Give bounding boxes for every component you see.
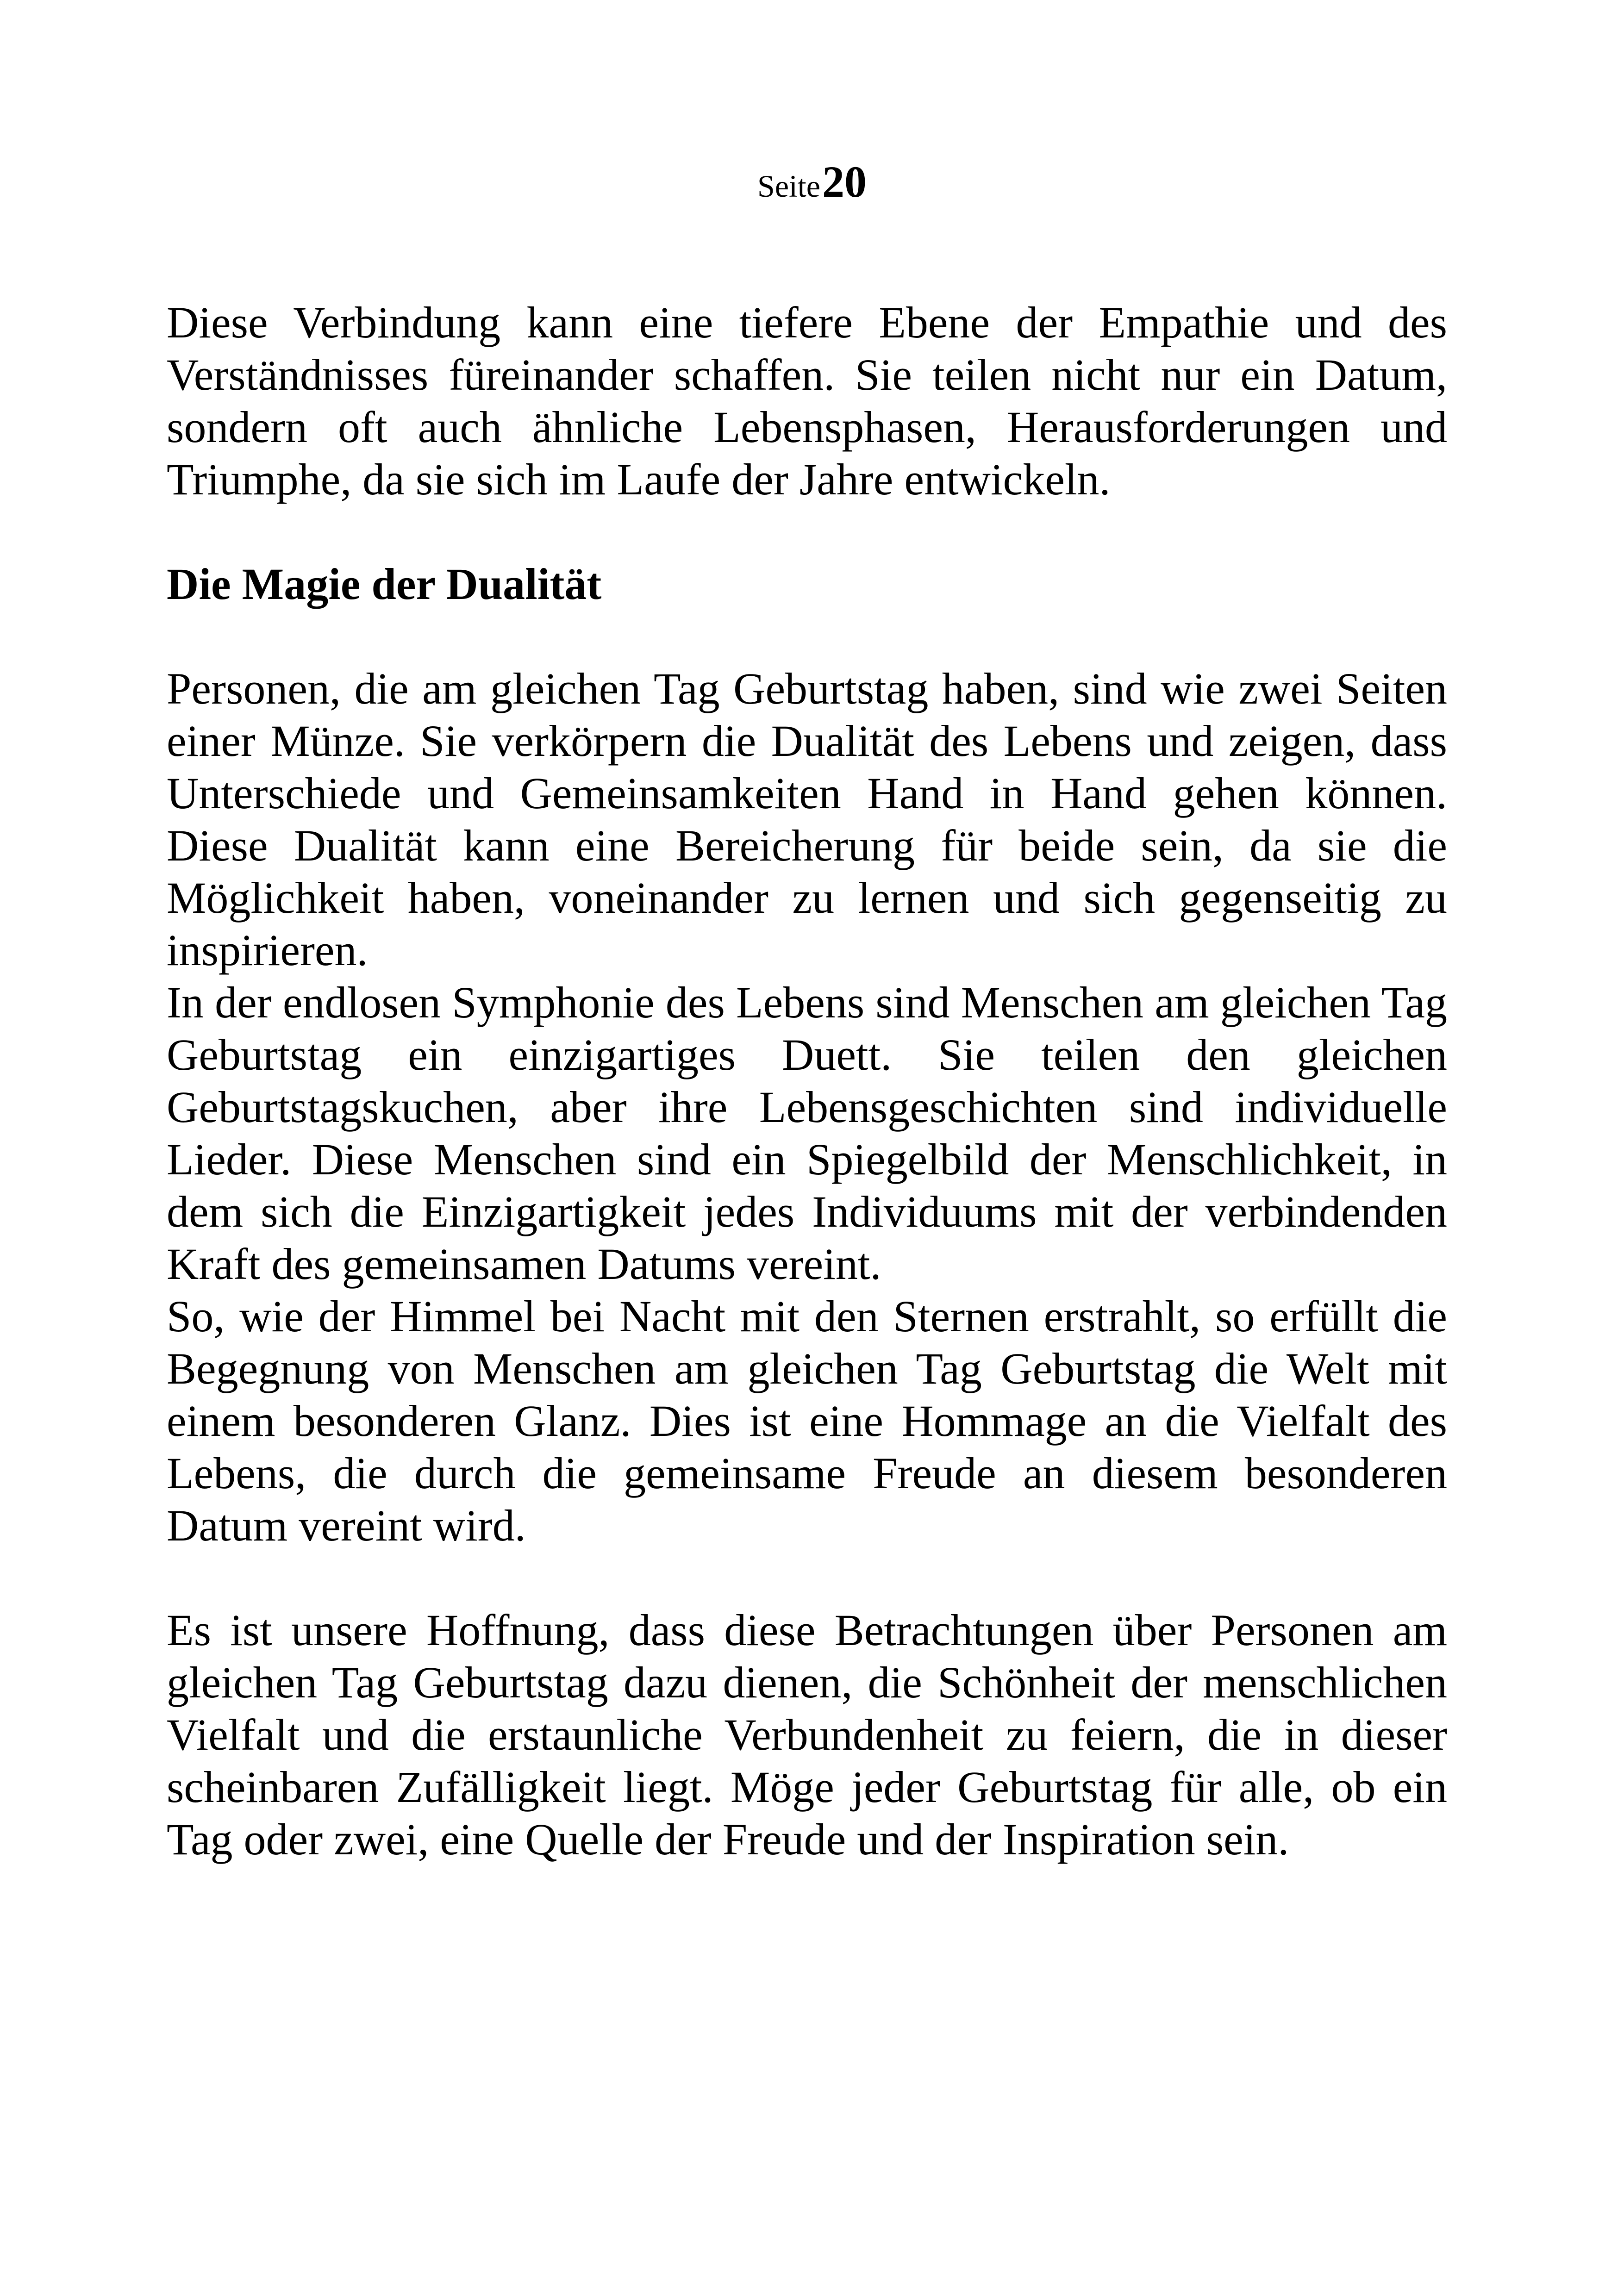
page-body [167, 296, 1447, 1865]
paragraph-intro: Diese Verbindung kann eine tiefere Ebene der Empathie und des Verständnisses füreinander schaffen. Sie teilen nicht nur ein Datum, sondern oft auch ähnliche Lebensphasen, Herausforderungen und Triumphe, da sie sich im Laufe der Jahre entwickeln. [167, 298, 1447, 504]
paragraph-spacer [167, 1552, 1447, 1604]
paragraph-sky: So, wie der Himmel bei Nacht mit den Sternen erstrahlt, so erfüllt die Begegnung von Menschen am gleichen Tag Geburtstag die Welt mit einem besonderen Glanz. Dies ist eine Hommage an die Vielfalt des Lebens, die durch die gemeinsame Freude an diesem besonderen Datum vereint wird. [167, 1291, 1447, 1550]
paragraph-spacer [167, 505, 1447, 558]
paragraph-spacer [167, 610, 1447, 662]
page-number: 20 [822, 157, 867, 206]
page-header [0, 157, 1624, 206]
paragraph-hope: Es ist unsere Hoffnung, dass diese Betrachtungen über Personen am gleichen Tag Geburtstag dazu dienen, die Schönheit der menschlichen Vielfalt und die erstaunliche Verbundenheit zu feiern, die in dieser scheinbaren Zufälligkeit liegt. Möge jeder Geburtstag für alle, ob ein Tag oder zwei, eine Quelle der Freude und der Inspiration sein. [167, 1605, 1447, 1864]
section-heading: Die Magie der Dualität [167, 559, 602, 609]
paragraph-duality: Personen, die am gleichen Tag Geburtstag haben, sind wie zwei Seiten einer Münze. Sie verkörpern die Dualität des Lebens und zeigen, dass Unterschiede und Gemeinsamkeiten Hand in Hand gehen können. Diese Dualität kann eine Bereicherung für beide sein, da sie die Möglichkeit haben, voneinander zu lernen und sich gegenseitig zu inspirieren. [167, 664, 1447, 975]
paragraph-symphony: In der endlosen Symphonie des Lebens sind Menschen am gleichen Tag Geburtstag ein einzigartiges Duett. Sie teilen den gleichen Geburtstagskuchen, aber ihre Lebensgeschichten sind individuelle Lieder. Diese Menschen sind ein Spiegelbild der Menschlichkeit, in dem sich die Einzigartigkeit jedes Individuums mit der verbindenden Kraft des gemeinsamen Datums vereint. [167, 978, 1447, 1289]
page-label: Seite [757, 168, 820, 204]
